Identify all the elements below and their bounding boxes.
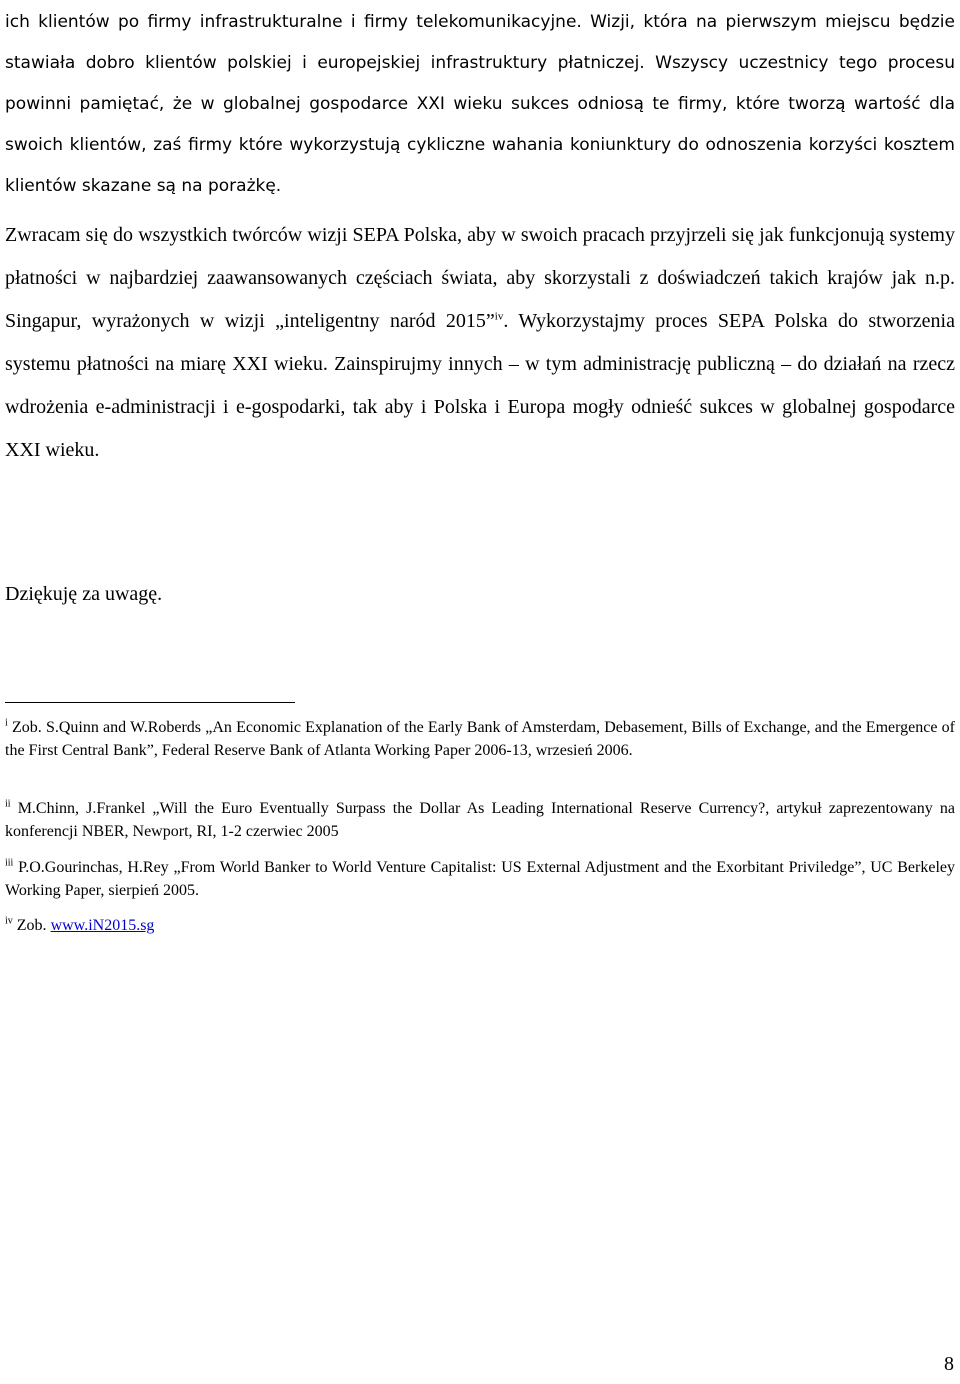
footnote-4 <box>5 914 955 937</box>
footnote-text: Zob. S.Quinn and W.Roberds „An Economic Explanation of the Early Bank of Amsterdam, Debasement, Bills of Exchange, and the Emergence of the First Central Bank”, Federal Reserve Bank of Atlanta Working Paper 2006-13, wrzesień 2006. <box>5 719 955 759</box>
footnote-2 <box>5 797 955 843</box>
footnote-text: Zob. <box>12 917 51 934</box>
body-paragraph-1: ich klientów po firmy infrastrukturalne i firmy telekomunikacyjne. Wizji, która na pierwszym miejscu będzie stawiała dobro klientów polskiej i europejskiej infrastruktury płatniczej. Wszyscy uczestnicy tego procesu powinni pamiętać, że w globalnej gospodarce XXI wieku sukces odniosą te firmy, które tworzą wartość dla swoich klientów, zaś firmy które wykorzystują cykliczne wahania koniunktury do odnoszenia korzyści kosztem klientów skazane są na porażkę. <box>5 12 955 196</box>
footnote-link[interactable]: www.iN2015.sg <box>50 917 155 934</box>
footnote-1 <box>5 716 955 762</box>
footnote-reference: iv <box>494 310 504 323</box>
footnote-text: P.O.Gourinchas, H.Rey „From World Banker to World Venture Capitalist: US External Adjustment and the Exorbitant Priviledge”, UC Berkeley Working Paper, sierpień 2005. <box>5 859 955 899</box>
page-number: 8 <box>944 1353 954 1375</box>
footnote-text: M.Chinn, J.Frankel „Will the Euro Eventually Surpass the Dollar As Leading International Reserve Currency?, artykuł zaprezentowany na konferencji NBER, Newport, RI, 1-2 czerwiec 2005 <box>5 800 955 840</box>
body-paragraph-2-text-a: Zwracam się do wszystkich twórców wizji SEPA Polska, aby w swoich pracach przyjrzeli się jak funkcjonują systemy płatności w najbardziej zaawansowanych częściach świata, aby skorzystali z doświadczeń takich krajów jak n.p. Singapur, wyrażonych w wizji „inteligentny naród 2015” <box>5 224 955 332</box>
footnote-marker: iv <box>5 915 13 927</box>
footnote-marker: ii <box>5 798 11 810</box>
footnote-marker: i <box>5 717 8 729</box>
footnote-separator <box>5 702 295 703</box>
body-paragraph-2-text-b: . Wykorzystajmy proces SEPA Polska do stworzenia systemu płatności na miarę XXI wieku. Zainspirujmy innych – w tym administrację publiczną – do działań na rzecz wdrożenia e-administracji i e-gospodarki, tak aby i Polska i Europa mogły odnieść sukces w globalnej gospodarce XXI wieku. <box>5 310 955 461</box>
closing-thanks: Dziękuję za uwagę. <box>5 583 163 605</box>
footnote-marker: iii <box>5 857 14 869</box>
body-paragraph-2 <box>5 214 955 472</box>
footnote-3 <box>5 856 955 902</box>
